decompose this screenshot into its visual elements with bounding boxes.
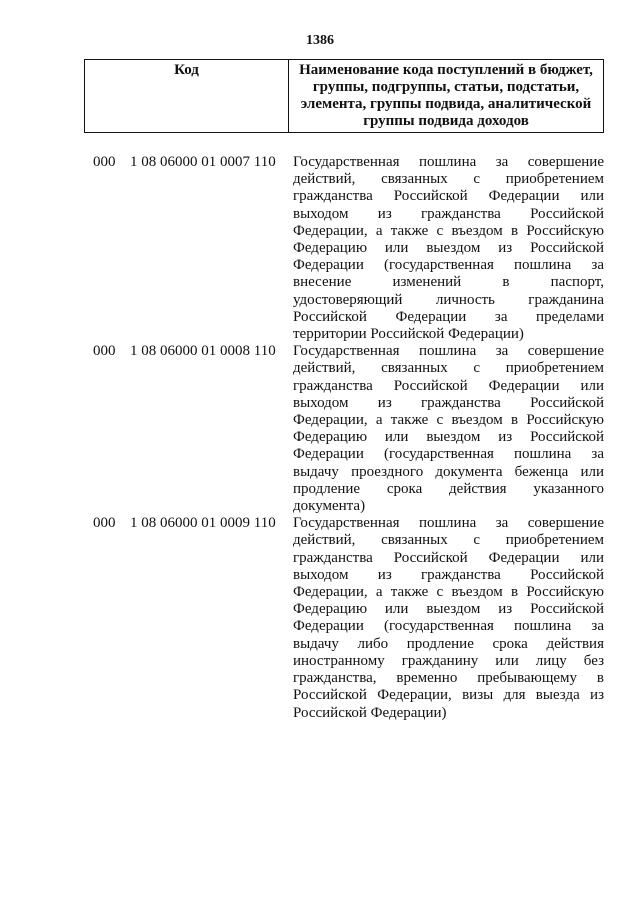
row-description: Государственная пошлина за совершение действий, связанных с приобретением гражданства Российской Федерации или выходом из гражданства Российской Федерации, а также с въездом в Российскую Федерацию или выездом из Российской Федерации (государственная пошлина за выдачу либо продление срока действия иностранному гражданину или лицу без гражданства, временно пребывающему в Российской Федерации, визы для выезда из Российской Федерации): [293, 515, 604, 721]
row-description: Государственная пошлина за совершение действий, связанных с приобретением гражданства Российской Федерации или выходом из гражданства Российской Федерации, а также с въездом в Российскую Федерацию или выездом из Российской Федерации (государственная пошлина за выдачу проездного документа беженца или продление срока действия указанного документа): [293, 343, 604, 515]
table-row: [93, 154, 605, 343]
header-code-label: Код: [85, 60, 289, 133]
table-header-row: [85, 60, 604, 133]
table-row: [93, 343, 605, 515]
row-code: 1 08 06000 01 0007 110: [130, 154, 276, 170]
row-code: 1 08 06000 01 0008 110: [130, 343, 276, 360]
row-description: Государственная пошлина за совершение действий, связанных с приобретением гражданства Российской Федерации или выходом из гражданства Российской Федерации, а также с въездом в Российскую Федерацию или выездом из Российской Федерации (государственная пошлина за внесение изменений в паспорт, удостоверяющий личность гражданина Российской Федерации за пределами территории Российской Федерации): [293, 154, 604, 343]
page-number: 1386: [306, 33, 334, 48]
row-code: 1 08 06000 01 0009 110: [130, 515, 276, 532]
table-header: [84, 59, 604, 133]
row-prefix: 000: [93, 515, 116, 532]
row-prefix: 000: [93, 343, 116, 360]
table-row: [93, 515, 605, 721]
table-body: [93, 154, 605, 722]
header-name-label: Наименование кода поступлений в бюджет, группы, подгруппы, статьи, подстатьи, элемента, группы подвида, аналитической группы подвида доходов: [289, 60, 604, 133]
row-prefix: 000: [93, 154, 116, 170]
